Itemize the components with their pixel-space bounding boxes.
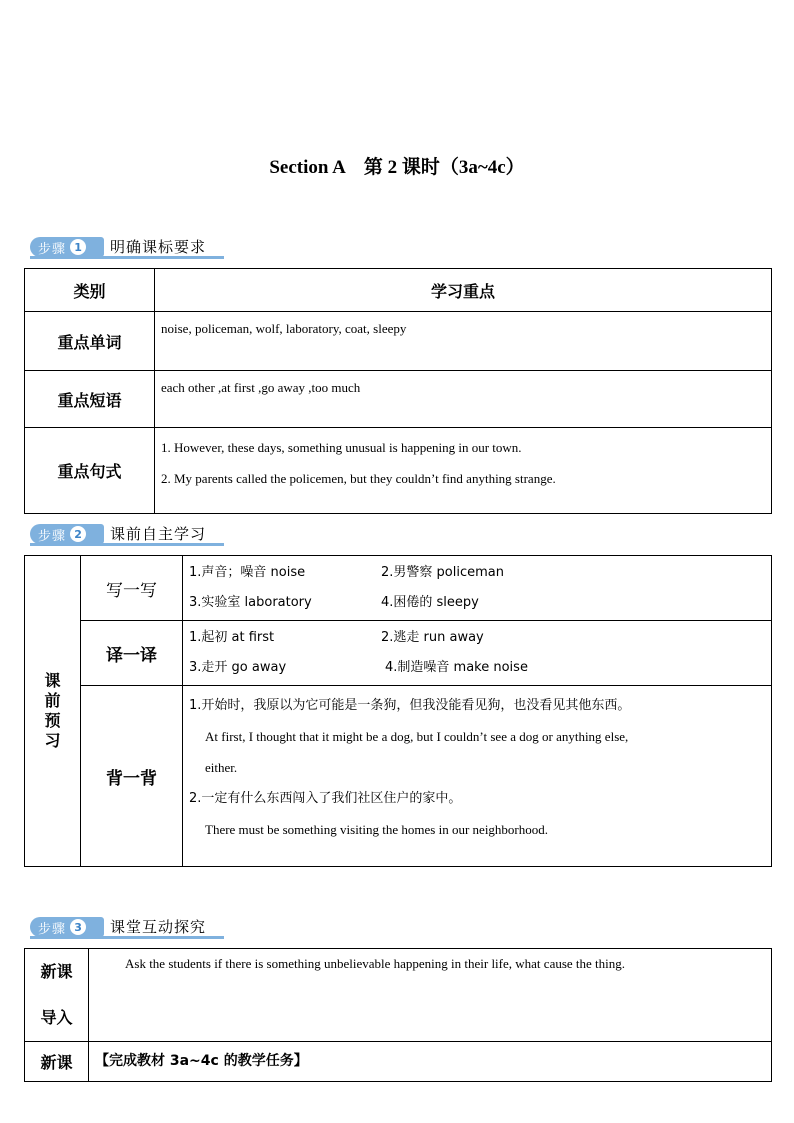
row-label-words: 重点单词 xyxy=(25,312,155,371)
step1-heading: 明确课标要求 xyxy=(110,237,207,256)
translate-content xyxy=(183,621,772,686)
sentence-2: 2. My parents called the policemen, but they couldn’t find anything strange. xyxy=(161,471,556,486)
write-item-3: 3.实验室 laboratory xyxy=(189,595,312,610)
row-content-sentences xyxy=(155,428,772,514)
row-content-words: noise, policeman, wolf, laboratory, coat, sleepy xyxy=(155,312,772,371)
step3-badge-text: 步骤 xyxy=(38,921,67,937)
recite-en-1a: At first, I thought that it might be a dog, but I couldn’t see a dog or anything else, xyxy=(205,729,629,744)
step3-table xyxy=(24,948,772,1082)
step3-badge-number: 3 xyxy=(70,919,86,935)
page-title: Section A 第 2 课时（3a~4c） xyxy=(269,157,525,178)
step1-badge xyxy=(30,237,104,257)
write-item-1: 1.声音；噪音 noise xyxy=(189,565,306,580)
recite-cn-1: 1.开始时，我原以为它可能是一条狗，但我没能看见狗，也没看见其他东西。 xyxy=(189,698,631,713)
col-category: 类别 xyxy=(25,269,155,312)
write-item-2: 2.男警察 policeman xyxy=(381,565,504,580)
intro-content: Ask the students if there is something unbelievable happening in their life, what cause the thing. xyxy=(89,949,772,1042)
write-item-4: 4.困倦的 sleepy xyxy=(381,595,479,610)
write-content xyxy=(183,556,772,621)
step3-header xyxy=(30,916,206,938)
label-recite: 背一背 xyxy=(81,686,183,867)
step2-header xyxy=(30,523,206,545)
translate-item-4: 4.制造噪音 make noise xyxy=(385,660,528,675)
step1-table xyxy=(24,268,772,514)
step1-header xyxy=(30,236,206,258)
label-write: 写一写 xyxy=(81,556,183,621)
step3-badge xyxy=(30,917,104,937)
step2-heading: 课前自主学习 xyxy=(110,524,207,543)
recite-en-2: There must be something visiting the homes in our neighborhood. xyxy=(205,822,549,837)
step2-badge-number: 2 xyxy=(70,526,86,542)
recite-cn-2: 2.一定有什么东西闯入了我们社区住户的家中。 xyxy=(189,791,462,806)
recite-en-1b: either. xyxy=(205,760,238,775)
translate-item-1: 1.起初 at first xyxy=(189,630,275,645)
row-label-sentences: 重点句式 xyxy=(25,428,155,514)
side-label-preview: 课前预习 xyxy=(25,556,81,867)
new-content: 【完成教材 3a~4c 的教学任务】 xyxy=(89,1042,772,1082)
step2-badge xyxy=(30,524,104,544)
label-intro: 新课 导入 xyxy=(25,949,89,1042)
translate-item-2: 2.逃走 run away xyxy=(381,630,484,645)
row-label-phrases: 重点短语 xyxy=(25,371,155,428)
sentence-1: 1. However, these days, something unusual is happening in our town. xyxy=(161,440,522,455)
step3-heading: 课堂互动探究 xyxy=(110,917,207,936)
label-new: 新课 xyxy=(25,1042,89,1082)
label-translate: 译一译 xyxy=(81,621,183,686)
recite-content xyxy=(183,686,772,867)
translate-item-3: 3.走开 go away xyxy=(189,660,287,675)
step2-badge-text: 步骤 xyxy=(38,528,67,544)
col-focus: 学习重点 xyxy=(155,269,772,312)
step1-badge-text: 步骤 xyxy=(38,241,67,257)
row-content-phrases: each other ,at first ,go away ,too much xyxy=(155,371,772,428)
step2-table xyxy=(24,555,772,867)
step1-badge-number: 1 xyxy=(70,239,86,255)
